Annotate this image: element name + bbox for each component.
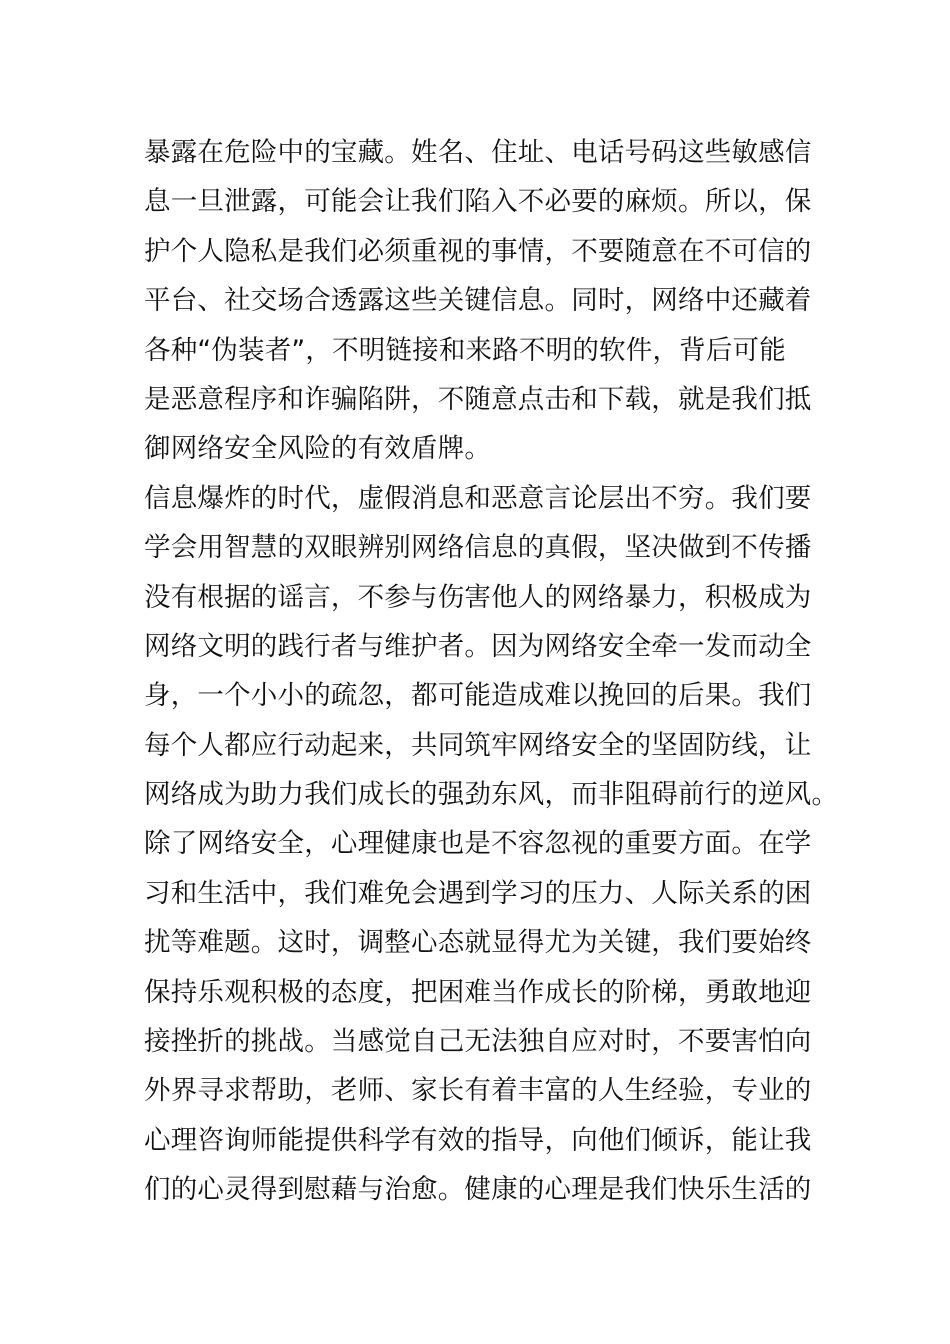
- text-line: 信息爆炸的时代，虚假消息和恶意言论层出不穷。我们要: [144, 482, 812, 514]
- text-line: 护个人隐私是我们必须重视的事情，不要随意在不可信的: [144, 235, 812, 267]
- text-line: 暴露在危险中的宝藏。姓名、住址、电话号码这些敏感信: [144, 137, 812, 168]
- text-line: 接挫折的挑战。当感觉自己无法独自应对时，不要害怕向: [144, 1026, 812, 1058]
- text-line: 们的心灵得到慰藉与治愈。健康的心理是我们快乐生活的: [144, 1174, 812, 1206]
- text-line: 保持乐观积极的态度，把困难当作成长的阶梯，勇敢地迎: [144, 976, 812, 1008]
- text-line: 网络成为助力我们成长的强劲东风，而非阻碍前行的逆风。: [144, 779, 839, 811]
- text-line: 外界寻求帮助，老师、家长有着丰富的人生经验，专业的: [144, 1075, 812, 1107]
- text-line: 每个人都应行动起来，共同筑牢网络安全的坚固防线，让: [144, 729, 812, 761]
- text-line: 没有根据的谣言，不参与伤害他人的网络暴力，积极成为: [144, 581, 812, 613]
- text-line: 平台、社交场合透露这些关键信息。同时，网络中还藏着: [144, 285, 812, 317]
- text-line: 网络文明的践行者与维护者。因为网络安全牵一发而动全: [144, 630, 812, 662]
- text-line: 习和生活中，我们难免会遇到学习的压力、人际关系的困: [144, 877, 812, 909]
- text-line: 息一旦泄露，可能会让我们陷入不必要的麻烦。所以，保: [144, 186, 812, 218]
- text-line: 除了网络安全，心理健康也是不容忽视的重要方面。在学: [144, 828, 812, 860]
- text-line: 是恶意程序和诈骗陷阱，不随意点击和下载，就是我们抵: [144, 383, 812, 415]
- text-line: 心理咨询师能提供科学有效的指导，向他们倾诉，能让我: [144, 1124, 812, 1156]
- text-line: 扰等难题。这时，调整心态就显得尤为关键，我们要始终: [144, 927, 812, 959]
- text-line: 身，一个小小的疏忽，都可能造成难以挽回的后果。我们: [144, 680, 812, 712]
- text-line: 学会用智慧的双眼辨别网络信息的真假，坚决做到不传播: [144, 532, 812, 564]
- body-text: [144, 128, 839, 1215]
- text-line: 各种“伪装者”，不明链接和来路不明的软件，背后可能: [144, 334, 786, 366]
- text-line: 御网络安全风险的有效盾牌。: [144, 433, 492, 465]
